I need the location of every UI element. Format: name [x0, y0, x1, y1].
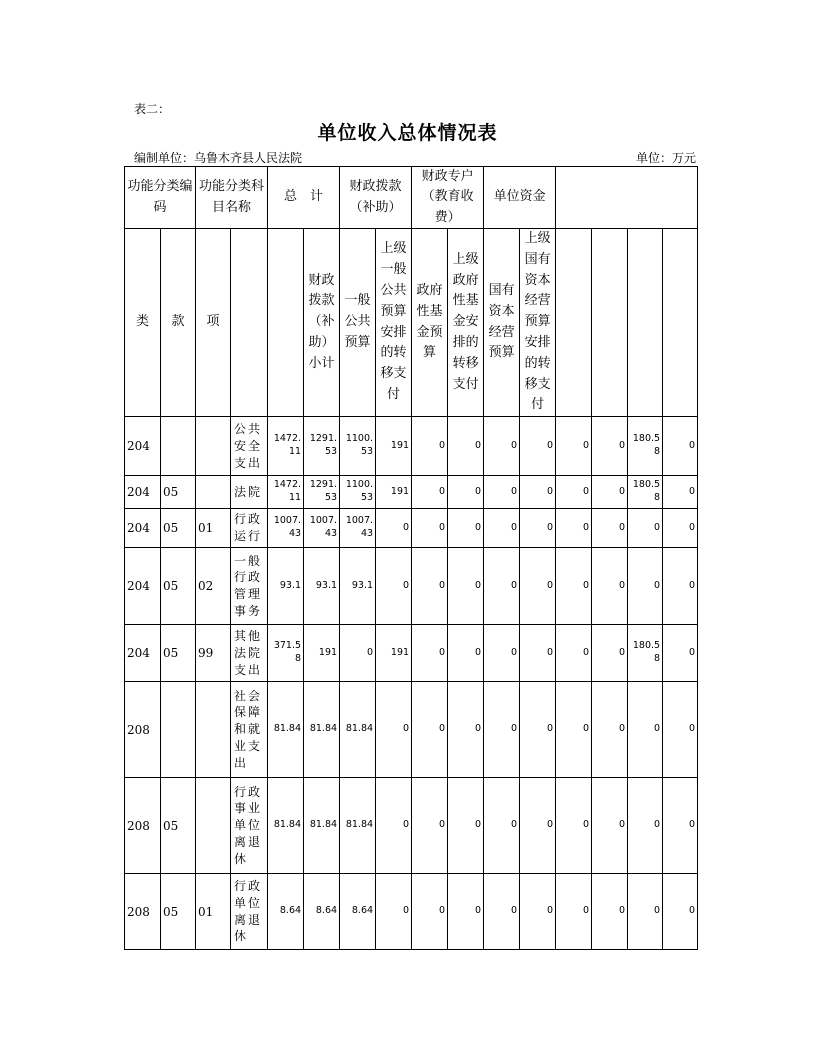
value-cell: 0	[556, 682, 592, 778]
value-cell: 0	[412, 682, 448, 778]
item-name-cell: 行政事业单位离退休	[231, 778, 268, 874]
table-number: 表二：	[134, 102, 171, 116]
value-cell: 0	[592, 874, 628, 950]
col-func-code: 功能分类编码	[125, 167, 196, 229]
value-cell: 1472.11	[268, 476, 304, 509]
header-row-2	[125, 229, 698, 417]
kuan-cell: 05	[161, 778, 196, 874]
table-row	[125, 548, 698, 625]
item-name-cell: 社会保障和就业支出	[231, 682, 268, 778]
value-cell: 0	[340, 625, 376, 682]
currency-unit: 单位：万元	[636, 151, 697, 165]
value-cell: 0	[448, 548, 484, 625]
value-cell: 0	[448, 778, 484, 874]
value-cell: 0	[448, 509, 484, 548]
header-blank	[592, 229, 628, 417]
header-blank	[556, 167, 698, 229]
table-row	[125, 417, 698, 476]
header-blank	[628, 229, 663, 417]
value-cell: 0	[376, 509, 412, 548]
value-cell: 0	[376, 682, 412, 778]
table-row	[125, 778, 698, 874]
value-cell: 0	[484, 476, 520, 509]
value-cell: 0	[412, 874, 448, 950]
lei-cell: 204	[125, 417, 161, 476]
value-cell: 0	[628, 548, 663, 625]
value-cell: 0	[376, 778, 412, 874]
item-name-cell: 行政单位离退休	[231, 874, 268, 950]
value-cell: 0	[556, 509, 592, 548]
lei-cell: 208	[125, 778, 161, 874]
value-cell: 0	[412, 509, 448, 548]
value-cell: 0	[663, 682, 698, 778]
value-cell: 0	[556, 625, 592, 682]
kuan-cell	[161, 682, 196, 778]
xiang-cell	[196, 778, 231, 874]
value-cell: 93.1	[268, 548, 304, 625]
value-cell: 0	[592, 476, 628, 509]
value-cell: 0	[520, 874, 556, 950]
value-cell: 0	[412, 417, 448, 476]
col-general-budget: 一般公共预算	[340, 229, 376, 417]
col-upper-gov-fund-transfer: 上级政府性基金安排的转移支付	[448, 229, 484, 417]
value-cell: 0	[484, 509, 520, 548]
value-cell: 0	[628, 682, 663, 778]
value-cell: 8.64	[268, 874, 304, 950]
value-cell: 81.84	[304, 682, 340, 778]
value-cell: 0	[592, 778, 628, 874]
xiang-cell	[196, 682, 231, 778]
value-cell: 1007.43	[340, 509, 376, 548]
col-total: 总 计	[268, 167, 340, 229]
value-cell: 0	[412, 476, 448, 509]
value-cell: 0	[556, 476, 592, 509]
value-cell: 0	[663, 874, 698, 950]
lei-cell: 204	[125, 476, 161, 509]
value-cell: 0	[628, 778, 663, 874]
value-cell: 0	[520, 548, 556, 625]
item-name-cell: 法院	[231, 476, 268, 509]
xiang-cell: 99	[196, 625, 231, 682]
table-row	[125, 476, 698, 509]
value-cell: 0	[556, 417, 592, 476]
lei-cell: 204	[125, 509, 161, 548]
value-cell: 1100.53	[340, 417, 376, 476]
table-row	[125, 625, 698, 682]
value-cell: 0	[556, 778, 592, 874]
col-xiang: 项	[196, 229, 231, 417]
value-cell: 1291.53	[304, 417, 340, 476]
value-cell: 0	[592, 682, 628, 778]
value-cell: 1100.53	[340, 476, 376, 509]
value-cell: 191	[376, 417, 412, 476]
value-cell: 81.84	[304, 778, 340, 874]
col-state-capital-budget: 国有资本经营预算	[484, 229, 520, 417]
value-cell: 180.58	[628, 417, 663, 476]
value-cell: 0	[663, 548, 698, 625]
value-cell: 93.1	[340, 548, 376, 625]
value-cell: 81.84	[340, 778, 376, 874]
value-cell: 0	[556, 548, 592, 625]
table-row	[125, 874, 698, 950]
table-row	[125, 682, 698, 778]
value-cell: 0	[376, 874, 412, 950]
value-cell: 0	[663, 476, 698, 509]
col-func-name: 功能分类科目名称	[196, 167, 268, 229]
xiang-cell	[196, 476, 231, 509]
income-table	[124, 166, 698, 950]
xiang-cell: 02	[196, 548, 231, 625]
lei-cell: 208	[125, 682, 161, 778]
value-cell: 0	[520, 476, 556, 509]
col-lei: 类	[125, 229, 161, 417]
value-cell: 0	[448, 417, 484, 476]
value-cell: 0	[592, 509, 628, 548]
page-title: 单位收入总体情况表	[317, 122, 498, 144]
value-cell: 0	[628, 874, 663, 950]
value-cell: 0	[412, 548, 448, 625]
header-blank	[556, 229, 592, 417]
header-row-1	[125, 167, 698, 229]
col-fiscal: 财政拨款（补助）	[340, 167, 412, 229]
value-cell: 0	[592, 548, 628, 625]
value-cell: 1007.43	[304, 509, 340, 548]
col-fiscal-subtotal: 财政拨款（补助）小计	[304, 229, 340, 417]
value-cell: 0	[412, 778, 448, 874]
xiang-cell	[196, 417, 231, 476]
col-own-funds: 单位资金	[484, 167, 556, 229]
kuan-cell: 05	[161, 548, 196, 625]
value-cell: 0	[663, 625, 698, 682]
header-blank	[231, 229, 268, 417]
compiling-unit: 编制单位：乌鲁木齐县人民法院	[134, 151, 303, 165]
value-cell: 0	[556, 874, 592, 950]
item-name-cell: 公共安全支出	[231, 417, 268, 476]
col-upper-state-capital-transfer: 上级国有资本经营预算安排的转移支付	[520, 229, 556, 417]
value-cell: 0	[663, 417, 698, 476]
value-cell: 81.84	[268, 682, 304, 778]
value-cell: 191	[376, 476, 412, 509]
value-cell: 0	[628, 509, 663, 548]
value-cell: 8.64	[340, 874, 376, 950]
kuan-cell: 05	[161, 874, 196, 950]
table-row	[125, 509, 698, 548]
value-cell: 0	[520, 417, 556, 476]
value-cell: 180.58	[628, 625, 663, 682]
value-cell: 1007.43	[268, 509, 304, 548]
value-cell: 191	[376, 625, 412, 682]
value-cell: 0	[448, 874, 484, 950]
value-cell: 0	[520, 778, 556, 874]
col-upper-general-transfer: 上级一般公共预算安排的转移支付	[376, 229, 412, 417]
value-cell: 0	[520, 682, 556, 778]
value-cell: 0	[520, 509, 556, 548]
value-cell: 0	[484, 874, 520, 950]
value-cell: 1291.53	[304, 476, 340, 509]
value-cell: 0	[448, 682, 484, 778]
header-blank	[268, 229, 304, 417]
value-cell: 0	[663, 778, 698, 874]
item-name-cell: 行政运行	[231, 509, 268, 548]
value-cell: 1472.11	[268, 417, 304, 476]
kuan-cell: 05	[161, 509, 196, 548]
value-cell: 81.84	[340, 682, 376, 778]
kuan-cell	[161, 417, 196, 476]
value-cell: 0	[663, 509, 698, 548]
value-cell: 93.1	[304, 548, 340, 625]
item-name-cell: 其他法院支出	[231, 625, 268, 682]
value-cell: 8.64	[304, 874, 340, 950]
xiang-cell: 01	[196, 509, 231, 548]
lei-cell: 204	[125, 625, 161, 682]
value-cell: 81.84	[268, 778, 304, 874]
value-cell: 0	[484, 417, 520, 476]
col-gov-fund-budget: 政府性基金预算	[412, 229, 448, 417]
value-cell: 0	[592, 417, 628, 476]
col-special-account: 财政专户（教育收费）	[412, 167, 484, 229]
value-cell: 0	[520, 625, 556, 682]
value-cell: 191	[304, 625, 340, 682]
xiang-cell: 01	[196, 874, 231, 950]
lei-cell: 204	[125, 548, 161, 625]
kuan-cell: 05	[161, 476, 196, 509]
kuan-cell: 05	[161, 625, 196, 682]
value-cell: 0	[448, 476, 484, 509]
value-cell: 0	[412, 625, 448, 682]
value-cell: 371.58	[268, 625, 304, 682]
value-cell: 0	[376, 548, 412, 625]
lei-cell: 208	[125, 874, 161, 950]
value-cell: 180.58	[628, 476, 663, 509]
value-cell: 0	[484, 625, 520, 682]
col-kuan: 款	[161, 229, 196, 417]
header-blank	[663, 229, 698, 417]
value-cell: 0	[448, 625, 484, 682]
value-cell: 0	[484, 778, 520, 874]
value-cell: 0	[484, 682, 520, 778]
item-name-cell: 一般行政管理事务	[231, 548, 268, 625]
value-cell: 0	[484, 548, 520, 625]
value-cell: 0	[592, 625, 628, 682]
